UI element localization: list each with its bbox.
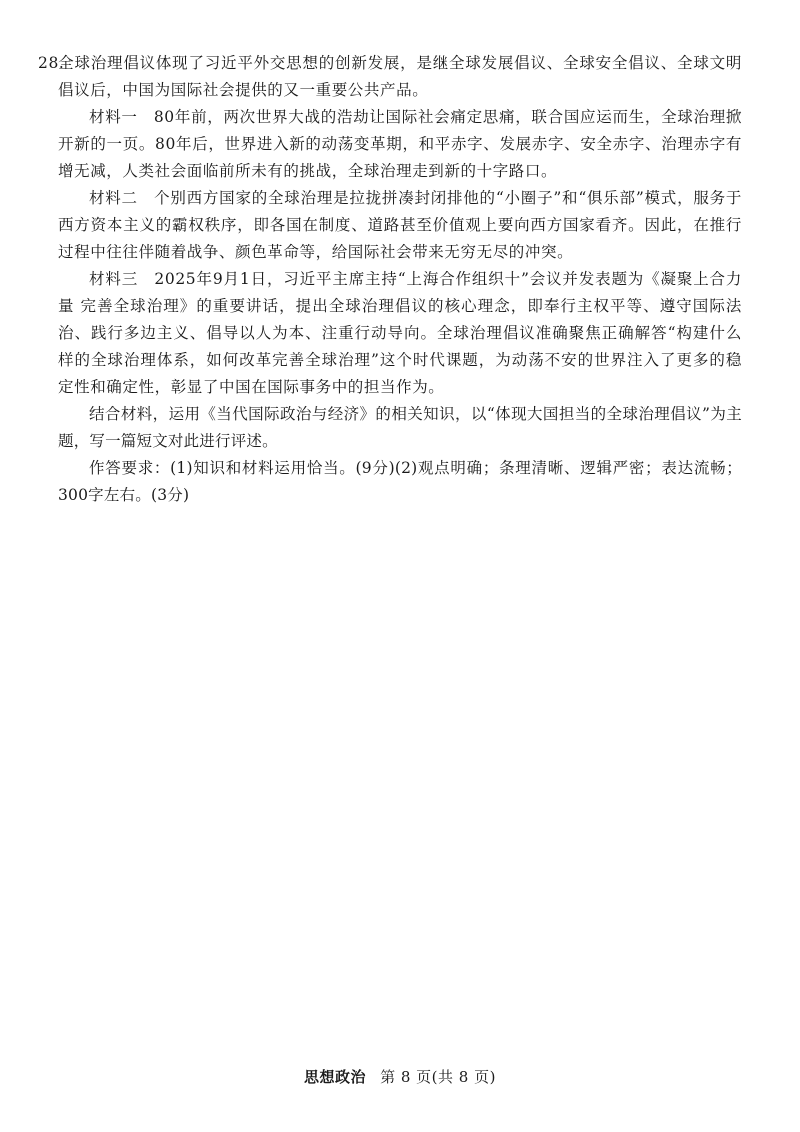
page-footer	[0, 1066, 800, 1087]
material-3: 材料三 2025年9月1日，习近平主席主持“上海合作组织十”会议并发表题为《凝聚上合力量 完善全球治理》的重要讲话，提出全球治理倡议的核心理念，即奉行主权平等、遵守国际法治、践行多边主义、倡导以人为本、注重行动导向。全球治理倡议准确聚焦正确解答“构建什么样的全球治理体系，如何改革完善全球治理”这个时代课题，为动荡不安的世界注入了更多的稳定性和确定性，彰显了中国在国际事务中的担当作为。	[58, 270, 742, 396]
task-prompt: 结合材料，运用《当代国际政治与经济》的相关知识，以“体现大国担当的全球治理倡议”为主题，写一篇短文对此进行评述。	[58, 405, 742, 450]
material-2: 材料二 个别西方国家的全球治理是拉拢拼凑封闭排他的“小圈子”和“俱乐部”模式，服务于西方资本主义的霸权秩序，即各国在制度、道路甚至价值观上要向西方国家看齐。因此，在推行过程中往往伴随着战争、颜色革命等，给国际社会带来无穷无尽的冲突。	[58, 189, 742, 261]
footer-subject: 思想政治	[304, 1068, 367, 1086]
footer-page-number: 第 8 页(共 8 页)	[380, 1068, 496, 1086]
question-intro	[38, 50, 742, 104]
answer-requirements: 作答要求：(1)知识和材料运用恰当。(9分)(2)观点明确；条理清晰、逻辑严密；表达流畅；300字左右。(3分)	[58, 459, 742, 504]
material-1: 材料一 80年前，两次世界大战的浩劫让国际社会痛定思痛，联合国应运而生，全球治理掀开新的一页。80年后，世界进入新的动荡变革期，和平赤字、发展赤字、安全赤字、治理赤字有增无减，人类社会面临前所未有的挑战，全球治理走到新的十字路口。	[58, 108, 742, 180]
question-stem	[58, 401, 742, 509]
question-28	[38, 50, 742, 509]
question-intro-text: 全球治理倡议体现了习近平外交思想的创新发展，是继全球发展倡议、全球安全倡议、全球文明倡议后，中国为国际社会提供的又一重要公共产品。	[58, 54, 742, 99]
question-number: 28.	[38, 54, 65, 72]
